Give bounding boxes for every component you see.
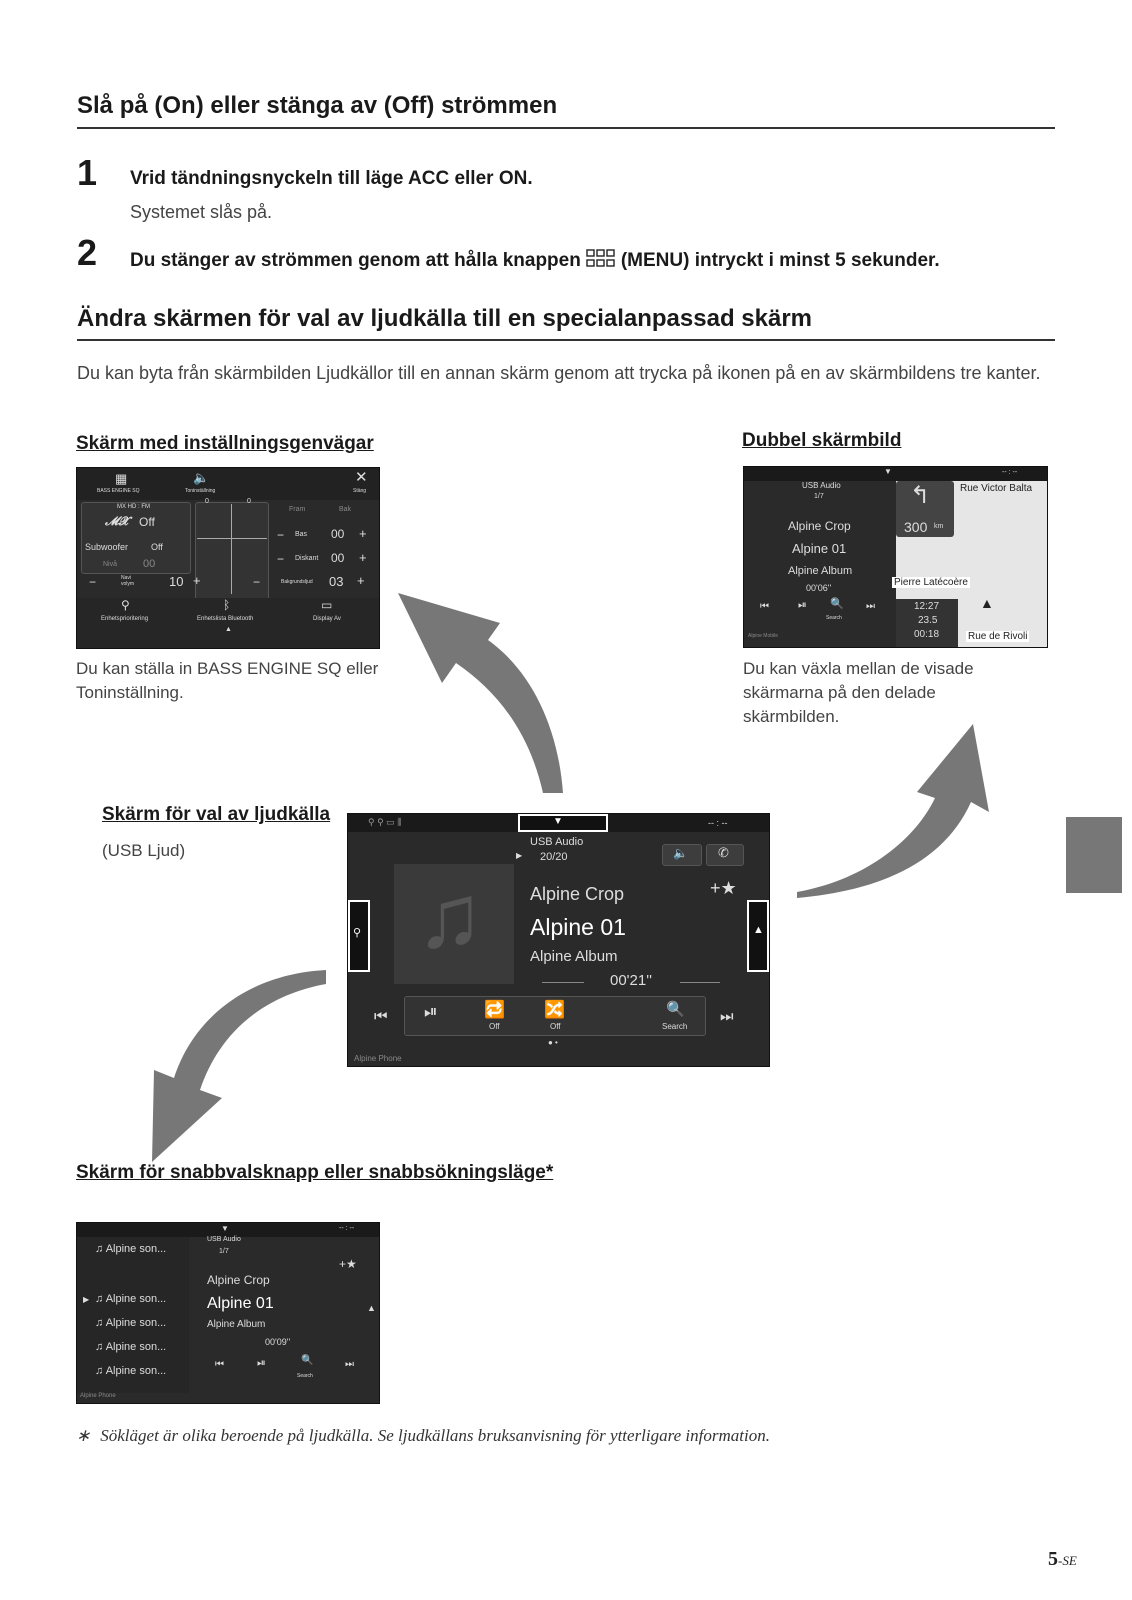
background-sound-label: Bakgrundsljud bbox=[281, 579, 313, 585]
album: Alpine Album bbox=[207, 1319, 266, 1330]
clock: -- : -- bbox=[708, 818, 728, 828]
list-item[interactable]: ♫ Alpine son... bbox=[95, 1341, 167, 1353]
track-counter: 1/7 bbox=[814, 493, 824, 500]
distance-unit: km bbox=[934, 523, 944, 530]
eta-distance: 23.5 bbox=[918, 615, 938, 626]
artist: Alpine Crop bbox=[530, 884, 625, 904]
footnote-text: Sökläget är olika beroende på ljudkälla. Se ljudkällans bruksanvisning för ytterligare information. bbox=[100, 1426, 770, 1445]
up-handle-icon: ▲ bbox=[367, 1303, 376, 1313]
search-label: Search bbox=[826, 615, 842, 621]
step-2-text bbox=[130, 248, 940, 274]
treble-label: Diskant bbox=[295, 555, 319, 562]
list-item[interactable]: ♫ Alpine son... bbox=[95, 1365, 167, 1377]
position-arrow-icon: ▲ bbox=[980, 595, 994, 611]
section-title-screen: Ändra skärmen för val av ljudkälla till en specialanpassad skärm bbox=[77, 305, 812, 332]
bass-value: 00 bbox=[331, 527, 345, 541]
track-counter: 1/7 bbox=[219, 1248, 229, 1255]
music-note-icon: ♫ bbox=[416, 867, 484, 967]
clock: -- : -- bbox=[339, 1225, 355, 1232]
phone-label: Alpine Phone bbox=[80, 1393, 116, 1399]
turn-arrow-icon: ↰ bbox=[910, 482, 931, 509]
dual-screen-image: ▼ -- : -- USB Audio 1/7 Alpine Crop Alpine 01 Alpine Album 00'06'' ⏮ ⏯ 🔍 Search ⏭ Alpine Mobile ↰ 300 km Rue Victor Balta Pierre Latécoère 12:27 23.5 00:18 Rue de Rivoli ▲ bbox=[743, 466, 1048, 648]
search-label: Search bbox=[297, 1373, 313, 1379]
artist: Alpine Crop bbox=[207, 1273, 270, 1287]
front-label: Fram bbox=[289, 506, 306, 513]
album: Alpine Album bbox=[530, 948, 618, 965]
settings-screen-heading: Skärm med inställningsgenvägar bbox=[76, 433, 374, 454]
fader-value: 0 bbox=[247, 498, 251, 505]
track-counter: 20/20 bbox=[540, 851, 568, 863]
speaker-icon: 🔈 bbox=[193, 470, 210, 485]
play-indicator-icon: ▶ bbox=[83, 1295, 90, 1304]
list-item-label: Alpine son... bbox=[105, 1317, 167, 1329]
display-icon: ▭ bbox=[321, 598, 333, 612]
close-icon: ✕ bbox=[355, 469, 368, 486]
eta-time: 12:27 bbox=[914, 601, 940, 612]
navi-volume-value: 10 bbox=[169, 574, 184, 589]
song-title: Alpine 01 bbox=[530, 914, 626, 940]
shuffle-state: Off bbox=[550, 1022, 561, 1031]
footnote-mark: ∗ bbox=[76, 1426, 91, 1445]
step-1-text: Vrid tändningsnyckeln till läge ACC eller ON. bbox=[130, 168, 533, 189]
play-pause-icon[interactable]: ⏯ bbox=[257, 1357, 266, 1369]
mx-value: Off bbox=[139, 515, 155, 529]
poi-label: Pierre Latécoère bbox=[894, 577, 968, 588]
step-2-text-after: (MENU) intryckt i minst 5 sekunder. bbox=[620, 250, 940, 271]
dual-screen-caption: Du kan växla mellan de visade skärmarna på den delade skärmbilden. bbox=[743, 659, 974, 726]
source-screen-heading: Skärm för val av ljudkälla bbox=[102, 804, 331, 825]
status-icons: ⚲ ⚲ ▭ ⫼ bbox=[368, 817, 402, 827]
level-value: 00 bbox=[143, 558, 156, 570]
step-2-number: 2 bbox=[77, 232, 98, 273]
down-handle-icon[interactable]: ▼ bbox=[553, 816, 563, 827]
previous-icon[interactable]: ⏮ bbox=[374, 1008, 388, 1025]
balance-value: 0 bbox=[205, 498, 209, 505]
bass-label: Bas bbox=[295, 531, 308, 538]
street-name: Rue Victor Balta bbox=[960, 483, 1033, 494]
list-item-label: Alpine son... bbox=[105, 1365, 167, 1377]
priority-label: Enhetsprioritering bbox=[101, 616, 149, 622]
search-icon: 🔍 bbox=[830, 598, 844, 610]
repeat-icon[interactable]: 🔁 bbox=[484, 1000, 506, 1019]
play-pause-icon[interactable]: ⏯ bbox=[424, 1002, 438, 1021]
list-item[interactable]: ♫ Alpine son... bbox=[95, 1317, 167, 1329]
search-icon: ⚲ bbox=[353, 927, 362, 939]
eta-remaining: 00:18 bbox=[914, 629, 940, 640]
background-sound-value: 03 bbox=[329, 574, 344, 589]
divider bbox=[77, 339, 1055, 341]
bluetooth-label: Enhetslista Bluetooth bbox=[197, 616, 254, 622]
treble-value: 00 bbox=[331, 551, 345, 565]
chapter-tab bbox=[1066, 817, 1122, 893]
elapsed-time: 00'09'' bbox=[265, 1337, 291, 1347]
elapsed-time: 00'21'' bbox=[610, 972, 652, 989]
source-screen-image bbox=[347, 813, 770, 1067]
favorite-star-icon[interactable]: +★ bbox=[710, 878, 737, 898]
subwoofer-value: Off bbox=[151, 542, 163, 552]
step-2-text-before: Du stänger av strömmen genom att hålla knappen bbox=[130, 250, 581, 271]
search-icon[interactable]: 🔍 bbox=[301, 1355, 314, 1366]
priority-icon: ⚲ bbox=[121, 598, 130, 612]
settings-screen-caption: Du kan ställa in BASS ENGINE SQ eller Toninställning. bbox=[76, 659, 379, 702]
song-title: Alpine 01 bbox=[792, 541, 847, 556]
album: Alpine Album bbox=[788, 565, 853, 577]
artist: Alpine Crop bbox=[788, 519, 851, 533]
up-handle-icon: ▲ bbox=[225, 626, 232, 633]
search-label: Search bbox=[662, 1022, 688, 1031]
clock: -- : -- bbox=[1002, 469, 1018, 476]
footnote bbox=[76, 1426, 770, 1446]
right-handle[interactable] bbox=[747, 900, 769, 972]
phone-icon: ✆ bbox=[718, 845, 729, 860]
subwoofer-label: Subwoofer bbox=[85, 542, 129, 552]
favorite-star-icon[interactable]: +★ bbox=[339, 1257, 357, 1271]
elapsed-time: 00'06'' bbox=[806, 583, 832, 593]
list-item-label: Alpine son... bbox=[105, 1293, 167, 1305]
page-suffix: -SE bbox=[1058, 1553, 1077, 1568]
quick-screen-image bbox=[76, 1222, 380, 1404]
source-label: USB Audio bbox=[207, 1236, 241, 1243]
bass-engine-label: BASS ENGINE SQ bbox=[97, 488, 140, 494]
mx-label: MX HD : FM bbox=[117, 504, 150, 510]
mx-logo: 𝓜𝓧 bbox=[105, 514, 129, 528]
phone-label: Alpine Phone bbox=[354, 1054, 402, 1063]
next-icon[interactable]: ⏭ bbox=[720, 1008, 734, 1025]
section-intro: Du kan byta från skärmbilden Ljudkällor till en annan skärm genom att trycka på ikonen på en av skärmbildens tre kanter. bbox=[77, 363, 1041, 383]
quick-screen-heading: Skärm för snabbvalsknapp eller snabbsökningsläge* bbox=[76, 1162, 554, 1183]
road-name: Rue de Rivoli bbox=[968, 631, 1028, 642]
page-number bbox=[1048, 1548, 1077, 1571]
source-label: USB Audio bbox=[530, 836, 584, 848]
song-title: Alpine 01 bbox=[207, 1295, 274, 1312]
page-number-value: 5 bbox=[1048, 1548, 1058, 1570]
dual-screen-heading: Dubbel skärmbild bbox=[742, 430, 902, 451]
arrow-up-right bbox=[795, 720, 1005, 900]
phone-label: Alpine Mobile bbox=[748, 633, 779, 639]
page-dots: ● • bbox=[548, 1038, 558, 1047]
display-label: Display Av bbox=[313, 616, 341, 622]
arrow-up-left bbox=[380, 575, 580, 795]
repeat-state: Off bbox=[489, 1022, 500, 1031]
list-item[interactable]: ♫ Alpine son... bbox=[95, 1293, 167, 1305]
navi-volume-label: Navi volym bbox=[121, 575, 135, 587]
list-item-label: Alpine son... bbox=[105, 1341, 167, 1353]
bluetooth-icon: ᛒ bbox=[223, 598, 231, 612]
arrow-down-left bbox=[130, 966, 330, 1166]
up-handle-icon: ▲ bbox=[753, 924, 764, 936]
list-item-label: Alpine son... bbox=[105, 1243, 167, 1255]
down-handle-icon: ▼ bbox=[221, 1224, 229, 1233]
down-handle-icon: ▼ bbox=[884, 467, 892, 476]
source-screen-sub: (USB Ljud) bbox=[102, 841, 186, 860]
divider bbox=[77, 127, 1055, 129]
source-label: USB Audio bbox=[802, 481, 841, 490]
level-label: Nivå bbox=[103, 561, 118, 568]
bass-engine-icon: ▦ bbox=[115, 471, 128, 486]
play-indicator-icon: ▶ bbox=[516, 851, 523, 860]
step-1-note: Systemet slås på. bbox=[130, 202, 273, 222]
settings-screen-image: ▦ BASS ENGINE SQ 🔈 Toninställning ✕ Stäng MX HD : FM 𝓜𝓧 Off Subwoofer Off Nivå 00 0 0 Fram Bak − Bas 00 + − Diskant 00 + − Navi volym 10 + − Bakgrundsljud 03 + ⚲ Enhetsprioritering ᛒ Enhetslista Bluetooth ▭ Display Av ▲ bbox=[76, 467, 380, 649]
close-label: Stäng bbox=[353, 488, 367, 494]
list-item[interactable]: ♫ Alpine son... bbox=[95, 1243, 167, 1255]
next-icon[interactable]: ⏭ bbox=[345, 1359, 354, 1370]
rear-label: Bak bbox=[339, 506, 352, 513]
distance: 300 bbox=[904, 519, 928, 535]
previous-icon[interactable]: ⏮ bbox=[215, 1359, 224, 1370]
tone-label: Toninställning bbox=[185, 488, 216, 494]
shuffle-icon[interactable]: 🔀 bbox=[544, 1000, 566, 1019]
search-icon[interactable]: 🔍 bbox=[666, 1001, 685, 1018]
speaker-icon: 🔈 bbox=[673, 846, 688, 860]
menu-key-icon bbox=[586, 248, 616, 274]
section-title-power: Slå på (On) eller stänga av (Off) strömmen bbox=[77, 92, 558, 119]
step-1-number: 1 bbox=[77, 152, 98, 193]
